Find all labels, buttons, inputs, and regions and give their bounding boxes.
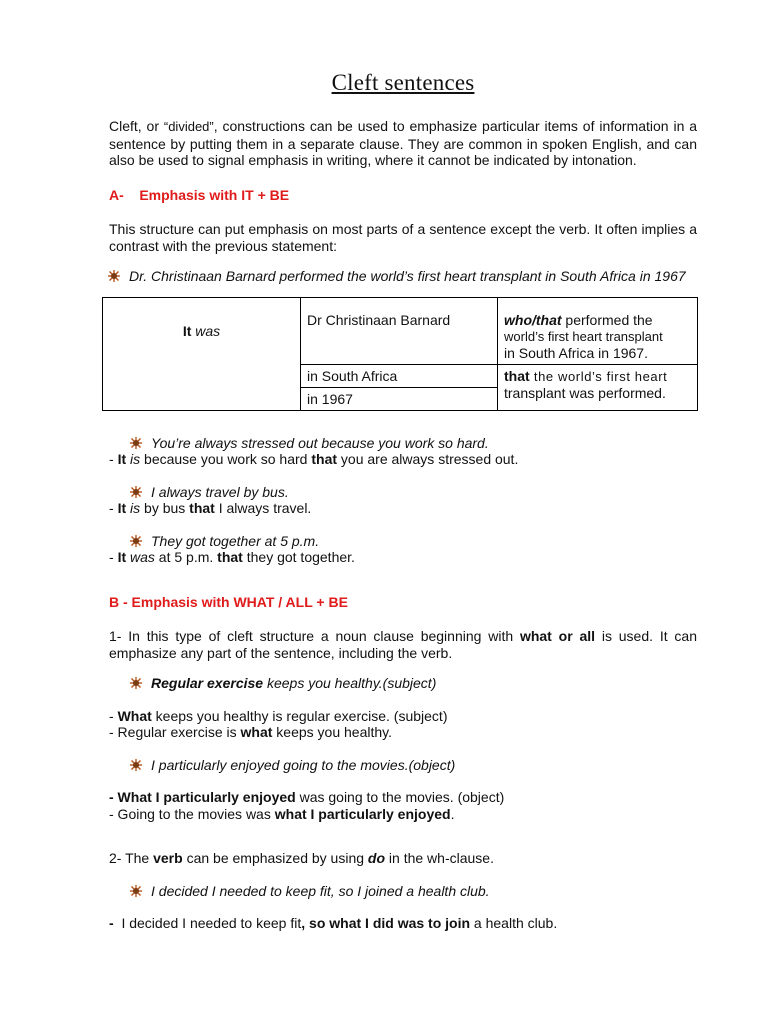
intro-quote: “divided” (163, 119, 214, 134)
table-cell (498, 364, 698, 410)
example-sentence: You’re always stressed out because you work so hard. (151, 434, 489, 451)
verb-word: was (130, 549, 155, 565)
that-word: that (311, 451, 338, 467)
intro-text-rest: , constructions can be used to emphasize particular items of information in a sentence by putting them in a separate clause. They are common in spoken English, and can also be used to signal emphasis in writing, where it cannot be indicated by intonation. (109, 118, 698, 168)
cell-text: transplant was performed. (504, 384, 666, 401)
answer-line (109, 806, 697, 823)
cell-text: world’s first heart transplant (504, 328, 663, 344)
that-word: that (217, 549, 243, 565)
table-cell-it-was (103, 297, 301, 364)
cleft-table (102, 297, 698, 411)
para-text: is used. It can emphasize any part of the sentence, including the verb. (109, 628, 697, 661)
page-title: Cleft sentences (331, 70, 475, 95)
answer-text: - Regular exercise is (109, 724, 241, 740)
section-a-heading: A- Emphasis with IT + BE (109, 186, 290, 203)
example-answer: - It was at 5 p.m. that they got together. (109, 549, 355, 565)
answer-text: at 5 p.m. (154, 549, 218, 565)
section-b-paragraph (109, 628, 697, 661)
bold-clause: what I particularly enjoyed (274, 805, 451, 822)
verb-word: is (130, 451, 141, 467)
answer-text: I always travel. (214, 500, 312, 516)
answer-line (109, 915, 697, 932)
example-block (109, 484, 697, 517)
table-cell: in 1967 (301, 387, 498, 410)
it-word: It (117, 549, 127, 565)
table-cell: in South Africa (301, 364, 498, 387)
it-word: It (117, 500, 127, 516)
example-item (129, 484, 697, 501)
example-item (129, 533, 697, 550)
verb-word: verb (153, 850, 183, 866)
answer-text: they got together. (242, 549, 355, 565)
example-item (129, 757, 697, 774)
that-word: that (189, 500, 215, 516)
bold-clause: - What I particularly enjoyed (109, 789, 296, 805)
that-word: that (504, 367, 530, 384)
was-word: was (195, 322, 221, 339)
answer-text: - Going to the movies was (109, 805, 275, 822)
table-cell (498, 297, 698, 364)
star-burst-icon (107, 269, 121, 283)
cell-text: in South Africa in 1967. (504, 344, 648, 361)
cell-text: the world’s first heart (529, 368, 668, 384)
table-cell: Dr Christinaan Barnard (301, 297, 498, 364)
star-burst-icon (129, 485, 143, 499)
answer-text: you are always stressed out. (337, 451, 519, 467)
section-a-example (109, 268, 697, 285)
dash: - (109, 915, 114, 931)
answer-line (109, 708, 697, 725)
document-page (109, 70, 697, 932)
example-item (129, 883, 697, 900)
answer-text: I decided I needed to keep fit (113, 915, 302, 931)
star-burst-icon (129, 884, 143, 898)
answer-text: keeps you healthy. (272, 724, 392, 740)
example-sentence: They got together at 5 p.m. (151, 532, 320, 549)
example-sentence: keeps you healthy.(subject) (263, 675, 437, 691)
star-burst-icon (129, 534, 143, 548)
verb-word: is (130, 500, 141, 516)
example-block (109, 435, 697, 468)
it-word: It (182, 322, 192, 339)
intro-paragraph (109, 118, 697, 169)
star-burst-icon (129, 758, 143, 772)
answer-text: because you work so hard (140, 451, 312, 467)
what-or-all: what or all (519, 628, 596, 644)
answer-text: keeps you healthy is regular exercise. (subject) (151, 707, 448, 724)
answer-line (109, 789, 697, 806)
it-word: It (117, 451, 127, 467)
example-sentence: I particularly enjoyed going to the movies.(object) (151, 756, 456, 773)
intro-text: Cleft, or (109, 118, 159, 134)
example-item (129, 675, 697, 692)
what-word: what (240, 724, 273, 740)
example-sentence: Dr. Christinaan Barnard performed the world’s first heart transplant in South Africa in 1967 (129, 268, 686, 284)
section-b-paragraph-2 (109, 850, 697, 867)
example-answer: - It is because you work so hard that you are always stressed out. (109, 451, 519, 467)
who-that: who/that (504, 311, 562, 328)
table-cell (103, 364, 301, 387)
star-burst-icon (129, 676, 143, 690)
star-burst-icon (129, 436, 143, 450)
answer-text: was going to the movies. (object) (295, 789, 505, 805)
dash: - (109, 707, 118, 724)
para-text: 2- The (109, 850, 154, 866)
table-cell (103, 387, 301, 410)
answer-text: a health club. (470, 915, 558, 931)
answer-line (109, 724, 697, 741)
answer-text: . (450, 805, 455, 822)
bold-subject: Regular exercise (151, 675, 264, 691)
example-sentence: I decided I needed to keep fit, so I joined a health club. (151, 882, 490, 899)
what-word: What (117, 707, 152, 724)
example-item (129, 435, 697, 452)
answer-text: by bus (140, 500, 190, 516)
section-b-heading: B - Emphasis with WHAT / ALL + BE (109, 593, 348, 610)
example-answer: - It is by bus that I always travel. (109, 500, 312, 516)
bold-clause: what I did was to join (329, 915, 471, 931)
cell-text: performed the (561, 311, 653, 328)
section-a-text: This structure can put emphasis on most parts of a sentence except the verb. It often implies a contrast with the previous statement: (109, 221, 697, 254)
para-text: in the wh-clause. (385, 850, 494, 866)
example-sentence: I always travel by bus. (151, 483, 289, 500)
example-block (109, 533, 697, 566)
do-word: do (367, 850, 386, 866)
comma: , so (301, 915, 330, 931)
para-text: 1- In this type of cleft structure a noun clause beginning with (109, 628, 520, 644)
para-text: can be emphasized by using (182, 850, 368, 866)
